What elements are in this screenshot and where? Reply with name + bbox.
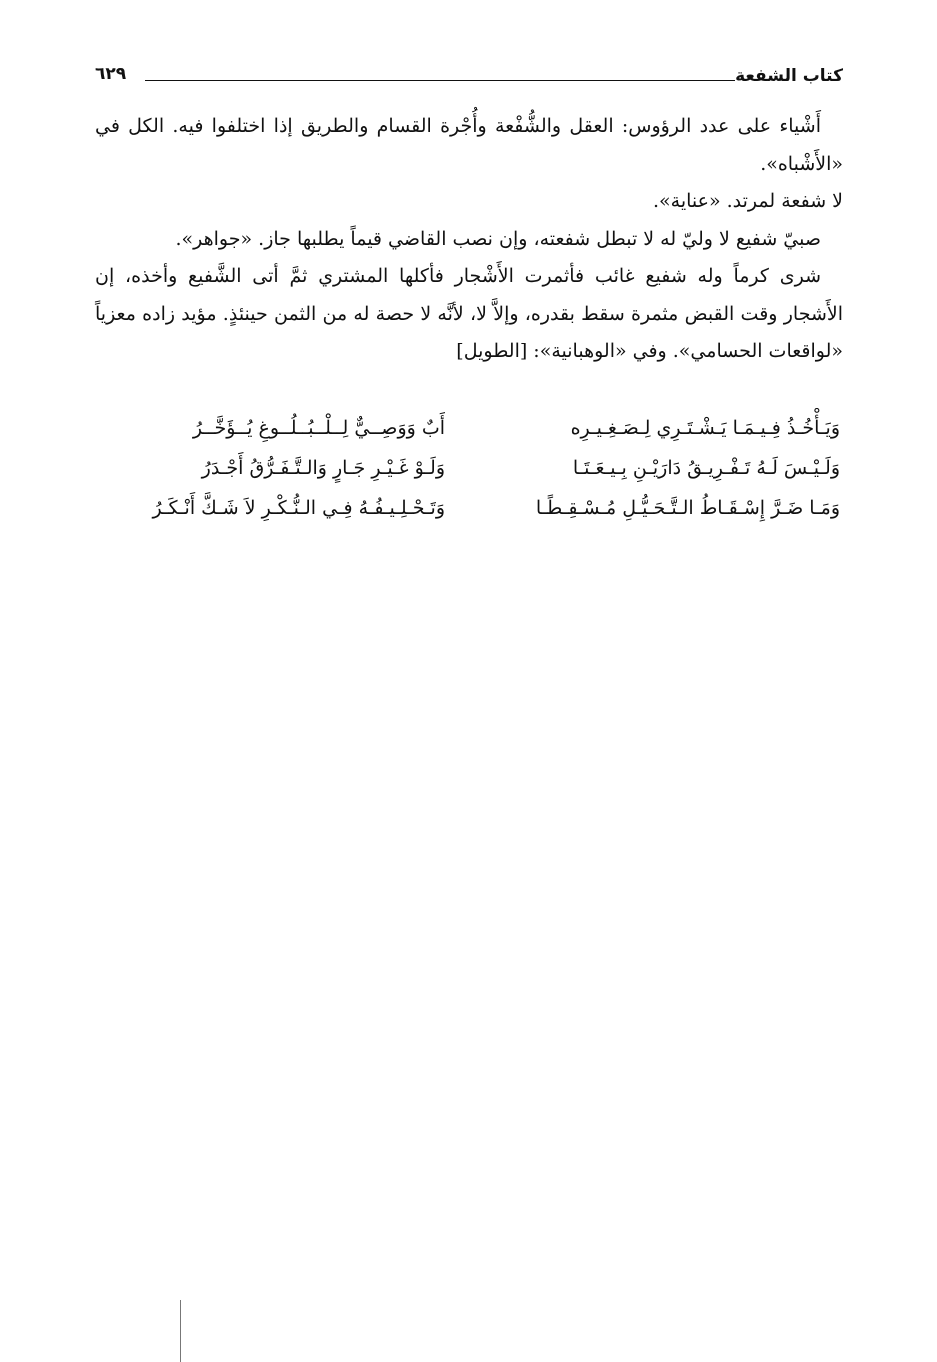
poem-first-hemistich: وَيَـأْخُـذُ فِـيـمَـا يَـشْـتَـرِي لِـصَـغِـيـرِه [570,417,840,439]
poem-line [105,448,840,488]
poem-line [105,488,840,528]
header-rule [145,80,735,81]
poem-second-hemistich: وَتَـحْـلِـيـفُـهُ فِـي الـنُّـكْـرِ لاَ شَـكَّ أَنْـكَـرُ [152,497,445,519]
paragraph-shares-by-heads: أَشْياء على عدد الرؤوس: العقل والشُّفْعة وأُجْرة القسام والطريق إذا اختلفوا فيه. الكل في «الأَشْباه». [95,115,843,175]
poem-line [105,408,840,448]
page-header [95,62,843,92]
poem-first-hemistich: وَمَـا ضَـرَّ إِسْـقَـاطُ الـتَّـحَـيُّـلِ مُـسْـقِـطًـا [535,497,840,519]
paragraph-vineyard-purchase: شرى كرماً وله شفيع غائب فأثمرت الأَشْجار فأكلها المشتري ثمَّ أتى الشَّفيع وأخذه، إن الأَشجار وقت القبض مثمرة سقط بقدره، وإلاَّ لا، لأنَّه لا حصة له من الثمن حينئذٍ. مؤيد زاده معزياً «لواقعات الحسامي». وفي «الوهبانية»: [الطويل] [95,265,843,362]
poem-second-hemistich: وَلَـوْ غَـيْـرِ جَـارٍ وَالـتَّـفَـرُّقُ أَجْـدَرُ [201,457,445,479]
chapter-title: كتاب الشفعة [735,66,843,86]
paragraph-apostate: لا شفعة لمرتد. «عناية». [652,190,843,212]
body-text [95,108,843,371]
poem-first-hemistich: وَلَـيْـسَ لَـهُ تَـفْـرِيـقُ دَارَيْـنِ بِـيـعَـتَـا [572,457,840,479]
binding-margin-line [180,1300,181,1362]
poem-second-hemistich: أَبٌ وَوَصِــيٌّ لِــلْــبُــلُــوغِ يُــؤَخَّــرُ [192,417,445,439]
poem-block [105,408,840,528]
paragraph-minor-preemptor: صبيّ شفيع لا وليّ له لا تبطل شفعته، وإن نصب القاضي قيماً يطلبها جاز. «جواهر». [175,227,821,250]
page-number: ٦٢٩ [95,64,127,84]
